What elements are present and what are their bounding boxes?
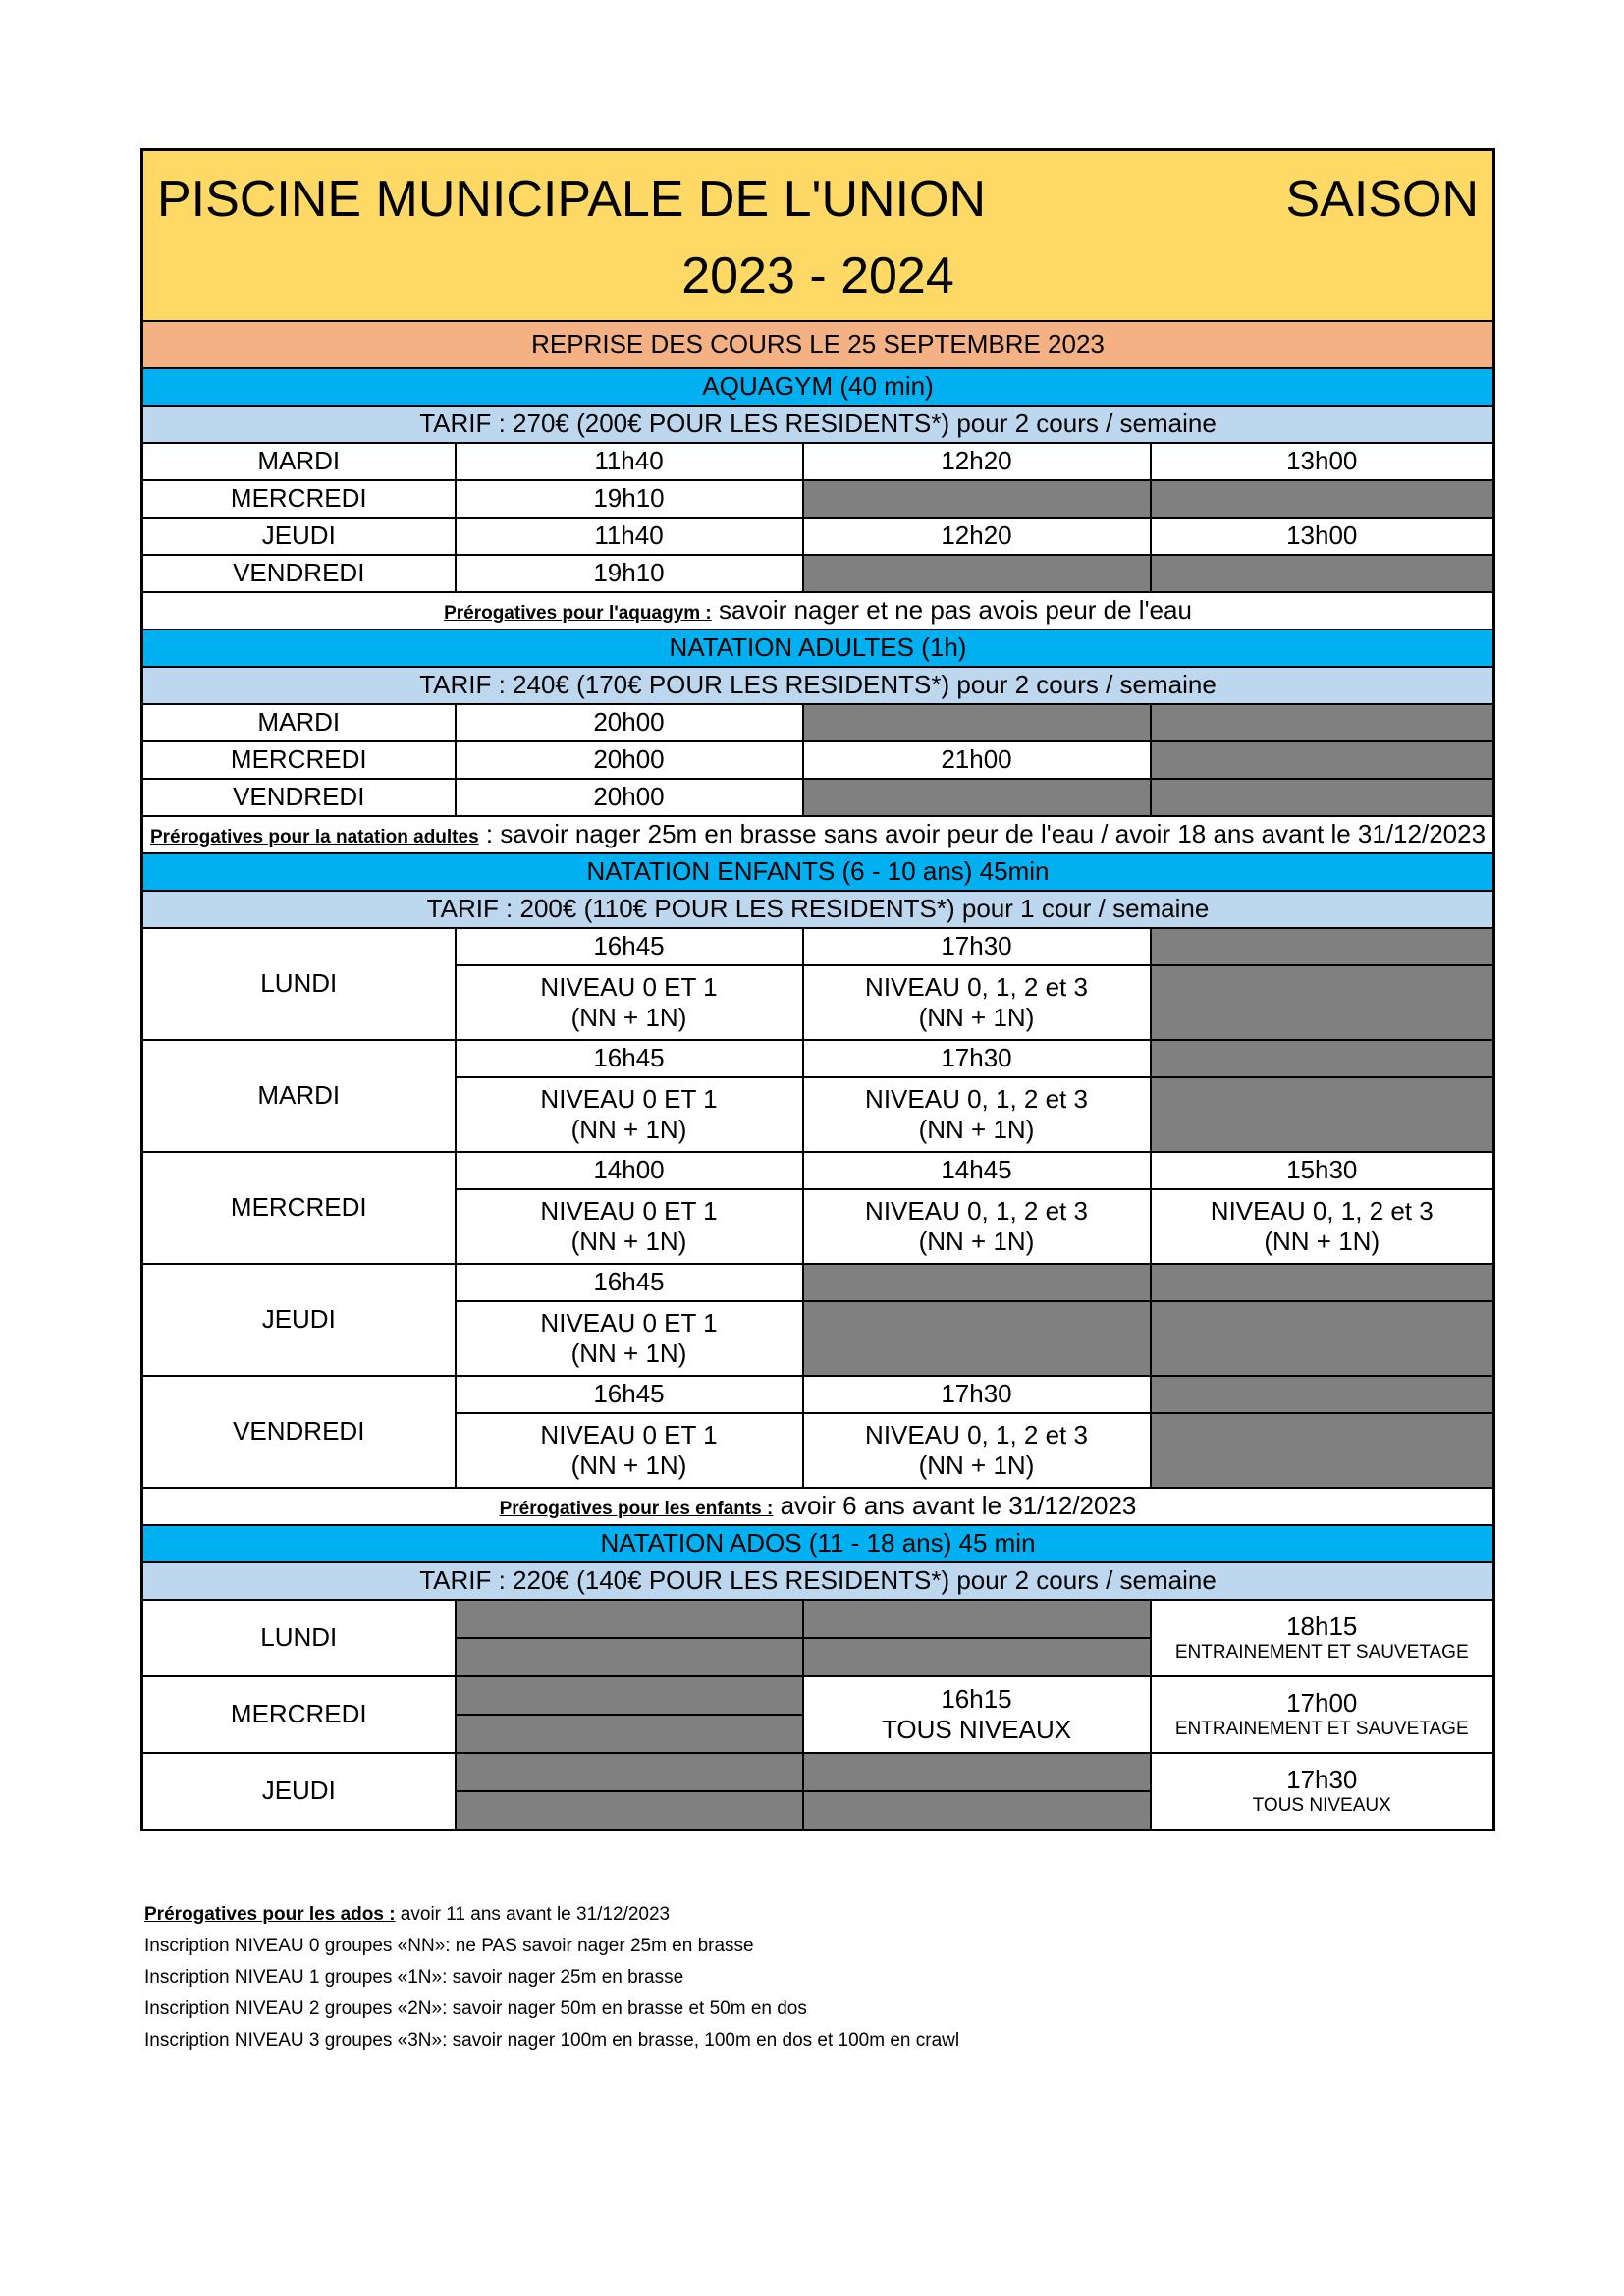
unavailable-cell <box>803 555 1151 592</box>
time-cell: 20h00 <box>456 704 803 741</box>
table-row <box>142 1676 1494 1715</box>
time-label: 16h15 <box>941 1683 1012 1714</box>
title-block <box>142 150 1494 322</box>
table-row <box>142 779 1494 816</box>
level-label: NIVEAU 0, 1, 2 et 3 <box>865 1419 1088 1449</box>
section-title-enfants: NATATION ENFANTS (6 - 10 ans) 45min <box>142 853 1494 891</box>
note-text: savoir nager et ne pas avois peur de l'eau <box>711 595 1192 626</box>
time-cell: 13h00 <box>1151 518 1494 555</box>
time-label: 17h30 <box>1286 1765 1358 1794</box>
table-row <box>142 480 1494 518</box>
schedule-table <box>140 148 1495 1831</box>
table-row <box>142 928 1494 965</box>
level-cell <box>803 1189 1151 1264</box>
group-label: (NN + 1N) <box>570 1450 687 1480</box>
unavailable-cell <box>1151 1301 1494 1376</box>
unavailable-cell <box>1151 1264 1494 1301</box>
day-cell: LUNDI <box>142 928 456 1040</box>
note-ados <box>144 1899 959 1931</box>
page-title: PISCINE MUNICIPALE DE L'UNION <box>157 171 987 228</box>
level-label: NIVEAU 0 ET 1 <box>540 971 718 1002</box>
ados-slot-cell <box>803 1676 1151 1753</box>
unavailable-cell <box>803 1638 1151 1676</box>
level-label: NIVEAU 0 ET 1 <box>540 1083 718 1114</box>
time-cell: 19h10 <box>456 480 803 518</box>
ados-slot-cell <box>1151 1600 1494 1676</box>
time-cell: 14h00 <box>456 1152 803 1189</box>
level-cell <box>803 1077 1151 1152</box>
unavailable-cell <box>456 1753 803 1791</box>
day-cell: MERCREDI <box>142 741 456 779</box>
level-cell <box>803 965 1151 1040</box>
level-cell <box>803 1413 1151 1488</box>
table-row <box>142 704 1494 741</box>
schedule-sheet <box>140 148 1492 1831</box>
level-cell <box>1151 1189 1494 1264</box>
unavailable-cell <box>1151 480 1494 518</box>
day-cell: JEUDI <box>142 1753 456 1831</box>
time-cell: 17h30 <box>803 1040 1151 1077</box>
level-cell <box>456 1301 803 1376</box>
time-cell: 19h10 <box>456 555 803 592</box>
level-cell <box>456 1189 803 1264</box>
season-years: 2023 - 2024 <box>681 247 954 304</box>
level-info-line: Inscription NIVEAU 2 groupes «2N»: savoir nager 50m en brasse et 50m en dos <box>144 1998 807 2019</box>
time-cell: 17h30 <box>803 1376 1151 1413</box>
level-label: NIVEAU 0, 1, 2 et 3 <box>865 1195 1088 1226</box>
table-row <box>142 443 1494 480</box>
unavailable-cell <box>803 1791 1151 1831</box>
unavailable-cell <box>1151 779 1494 816</box>
level-label: NIVEAU 0 ET 1 <box>540 1419 718 1449</box>
unavailable-cell <box>1151 704 1494 741</box>
time-cell: 17h30 <box>803 928 1151 965</box>
group-label: (NN + 1N) <box>918 1227 1035 1256</box>
note-text: : savoir nager 25m en brasse sans avoir peur de l'eau / avoir 18 ans avant le 31/12/2023 <box>478 819 1487 849</box>
level-label: NIVEAU 0, 1, 2 et 3 <box>865 971 1088 1002</box>
level-label: NIVEAU 0, 1, 2 et 3 <box>865 1083 1088 1114</box>
tarif-aquagym: TARIF : 270€ (200€ POUR LES RESIDENTS*) pour 2 cours / semaine <box>142 406 1494 443</box>
day-cell: MERCREDI <box>142 1676 456 1753</box>
unavailable-cell <box>1151 928 1494 965</box>
level-info-line: Inscription NIVEAU 1 groupes «1N»: savoir nager 25m en brasse <box>144 1967 684 1988</box>
unavailable-cell <box>456 1600 803 1638</box>
time-label: 18h15 <box>1286 1612 1358 1641</box>
day-cell: JEUDI <box>142 518 456 555</box>
group-label: (NN + 1N) <box>570 1339 687 1368</box>
unavailable-cell <box>1151 1413 1494 1488</box>
unavailable-cell <box>803 1753 1151 1791</box>
level-label: NIVEAU 0 ET 1 <box>540 1195 718 1226</box>
level-label: NIVEAU 0, 1, 2 et 3 <box>1210 1195 1434 1226</box>
unavailable-cell <box>803 480 1151 518</box>
table-row <box>142 1152 1494 1189</box>
footer-notes <box>144 1899 959 2056</box>
level-label: TOUS NIVEAUX <box>1252 1795 1391 1817</box>
level-label: ENTRAINEMENT ET SAUVETAGE <box>1174 1642 1469 1664</box>
note-label: Prérogatives pour les ados : <box>144 1904 396 1925</box>
unavailable-cell <box>456 1638 803 1676</box>
unavailable-cell <box>456 1715 803 1753</box>
unavailable-cell <box>803 1600 1151 1638</box>
unavailable-cell <box>803 1264 1151 1301</box>
table-row <box>142 1753 1494 1791</box>
unavailable-cell <box>456 1791 803 1831</box>
level-label: ENTRAINEMENT ET SAUVETAGE <box>1174 1719 1469 1740</box>
saison-label: SAISON <box>1285 171 1479 228</box>
ados-slot-cell <box>1151 1753 1494 1831</box>
time-cell: 12h20 <box>803 518 1151 555</box>
table-row <box>142 1264 1494 1301</box>
time-cell: 15h30 <box>1151 1152 1494 1189</box>
unavailable-cell <box>1151 1376 1494 1413</box>
day-cell: VENDREDI <box>142 555 456 592</box>
section-title-adultes: NATATION ADULTES (1h) <box>142 629 1494 667</box>
unavailable-cell <box>456 1676 803 1715</box>
day-cell: LUNDI <box>142 1600 456 1676</box>
time-cell: 20h00 <box>456 741 803 779</box>
tarif-ados: TARIF : 220€ (140€ POUR LES RESIDENTS*) pour 2 cours / semaine <box>142 1562 1494 1600</box>
tarif-enfants: TARIF : 200€ (110€ POUR LES RESIDENTS*) pour 1 cour / semaine <box>142 891 1494 928</box>
table-row <box>142 1376 1494 1413</box>
day-cell: VENDREDI <box>142 779 456 816</box>
table-row <box>142 555 1494 592</box>
note-label: Prérogatives pour l'aquagym : <box>444 603 712 625</box>
table-row <box>142 1040 1494 1077</box>
time-label: 17h00 <box>1286 1688 1358 1718</box>
note-label: Prérogatives pour les enfants : <box>499 1499 774 1520</box>
note-aquagym <box>142 592 1494 629</box>
time-cell: 11h40 <box>456 518 803 555</box>
unavailable-cell <box>803 704 1151 741</box>
time-cell: 16h45 <box>456 928 803 965</box>
note-label: Prérogatives pour la natation adultes <box>149 827 479 848</box>
time-cell: 16h45 <box>456 1264 803 1301</box>
group-label: (NN + 1N) <box>918 1115 1035 1144</box>
unavailable-cell <box>1151 1077 1494 1152</box>
time-cell: 13h00 <box>1151 443 1494 480</box>
unavailable-cell <box>803 1301 1151 1376</box>
day-cell: MERCREDI <box>142 1152 456 1264</box>
level-info-line: Inscription NIVEAU 3 groupes «3N»: savoir nager 100m en brasse, 100m en dos et 100m en crawl <box>144 2030 960 2050</box>
day-cell: MARDI <box>142 1040 456 1152</box>
group-label: (NN + 1N) <box>1264 1227 1380 1256</box>
unavailable-cell <box>1151 555 1494 592</box>
section-title-aquagym: AQUAGYM (40 min) <box>142 368 1494 406</box>
section-title-ados: NATATION ADOS (11 - 18 ans) 45 min <box>142 1525 1494 1562</box>
time-cell: 12h20 <box>803 443 1151 480</box>
group-label: (NN + 1N) <box>570 1115 687 1144</box>
note-enfants <box>142 1488 1494 1525</box>
day-cell: MARDI <box>142 704 456 741</box>
time-cell: 16h45 <box>456 1376 803 1413</box>
ados-slot-cell <box>1151 1676 1494 1753</box>
unavailable-cell <box>1151 1040 1494 1077</box>
note-adultes <box>142 816 1494 853</box>
time-cell: 21h00 <box>803 741 1151 779</box>
level-cell <box>456 1413 803 1488</box>
level-cell <box>456 965 803 1040</box>
table-row <box>142 741 1494 779</box>
level-label: TOUS NIVEAUX <box>881 1715 1072 1744</box>
group-label: (NN + 1N) <box>918 1450 1035 1480</box>
day-cell: MERCREDI <box>142 480 456 518</box>
day-cell: VENDREDI <box>142 1376 456 1488</box>
time-cell: 20h00 <box>456 779 803 816</box>
note-text: avoir 11 ans avant le 31/12/2023 <box>395 1904 671 1925</box>
level-info-line: Inscription NIVEAU 0 groupes «NN»: ne PAS savoir nager 25m en brasse <box>144 1936 754 1956</box>
time-cell: 11h40 <box>456 443 803 480</box>
group-label: (NN + 1N) <box>570 1227 687 1256</box>
time-cell: 14h45 <box>803 1152 1151 1189</box>
time-cell: 16h45 <box>456 1040 803 1077</box>
day-cell: MARDI <box>142 443 456 480</box>
tarif-adultes: TARIF : 240€ (170€ POUR LES RESIDENTS*) pour 2 cours / semaine <box>142 667 1494 704</box>
group-label: (NN + 1N) <box>918 1003 1035 1032</box>
level-label: NIVEAU 0 ET 1 <box>540 1307 718 1338</box>
group-label: (NN + 1N) <box>570 1003 687 1032</box>
note-text: avoir 6 ans avant le 31/12/2023 <box>773 1491 1137 1521</box>
level-cell <box>456 1077 803 1152</box>
table-row <box>142 518 1494 555</box>
day-cell: JEUDI <box>142 1264 456 1376</box>
table-row <box>142 1600 1494 1638</box>
reprise-banner: REPRISE DES COURS LE 25 SEPTEMBRE 2023 <box>142 321 1494 368</box>
unavailable-cell <box>803 779 1151 816</box>
unavailable-cell <box>1151 741 1494 779</box>
unavailable-cell <box>1151 965 1494 1040</box>
